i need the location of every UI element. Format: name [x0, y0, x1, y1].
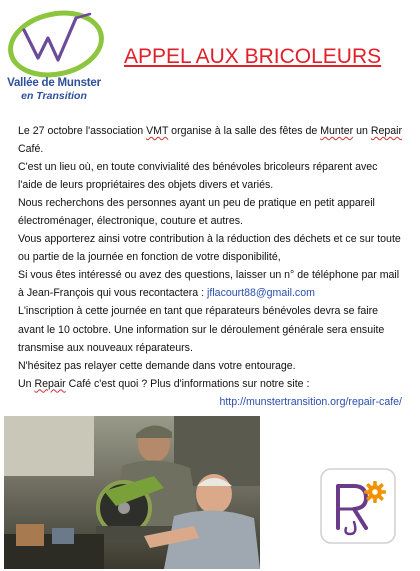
info-text: Un: [18, 377, 35, 390]
contact-text: Si vous êtes intéressé ou avez des questions, laisser un n° de téléphone par mail à Jean-François qui vous recontactera :: [18, 269, 400, 300]
paragraph-contact: [18, 266, 404, 302]
website-link[interactable]: http://munstertransition.org/repair-cafe/: [219, 395, 402, 408]
munter-word: Munter: [320, 125, 354, 137]
paragraph-description: C'est un lieu où, en toute convivialité des bénévoles bricoleurs réparent avec l'aide de leurs propriétaires des objets divers et variés.: [18, 161, 378, 192]
repair-word: Repair: [370, 125, 403, 137]
paragraph-intro: [18, 122, 404, 158]
logo-text-line1: Vallée de Munster: [7, 77, 101, 89]
vmt-word: VMT: [146, 125, 169, 137]
intro-text: Café.: [18, 143, 44, 156]
paragraph-share: N'hésitez pas relayer cette demande dans votre entourage.: [18, 359, 296, 372]
vmt-logo: [4, 8, 104, 100]
logo-text-line2: en Transition: [21, 90, 87, 102]
body-text: [18, 122, 404, 411]
url-line: [18, 393, 404, 411]
paragraph-contribution: Vous apporterez ainsi votre contribution à la réduction des déchets et ce sur toute ou partie de la journée en fonction de votre disponibilité,: [18, 233, 401, 264]
intro-text: Le 27 octobre l'association: [18, 125, 147, 137]
paragraph-inscription: L'inscription à cette journée en tant que réparateurs bénévoles devra se faire avant le 10 octobre. Une information sur le déroulement générale sera ensuite transmise aux nouveaux réparateurs.: [18, 305, 385, 354]
intro-text: un: [353, 125, 371, 137]
email-link[interactable]: jflacourt88@gmail.com: [207, 287, 315, 300]
repair-cafe-badge: [320, 468, 396, 544]
repair-word: Repair: [34, 377, 66, 390]
page-title: APPEL AUX BRICOLEURS: [124, 45, 382, 68]
info-text: Café c'est quoi ? Plus d'informations sur notre site :: [65, 377, 310, 390]
paragraph-search: Nous recherchons des personnes ayant un peu de pratique en petit appareil électroménager, électronique, couture et autres.: [18, 197, 375, 228]
photo-illustration: [4, 416, 260, 569]
intro-text: organise à la salle des fêtes de: [168, 125, 321, 137]
repair-photo: [4, 416, 260, 569]
repair-cafe-logo-icon: [320, 468, 396, 544]
paragraph-info: [18, 375, 404, 393]
logo-swoosh-icon: [4, 8, 104, 80]
